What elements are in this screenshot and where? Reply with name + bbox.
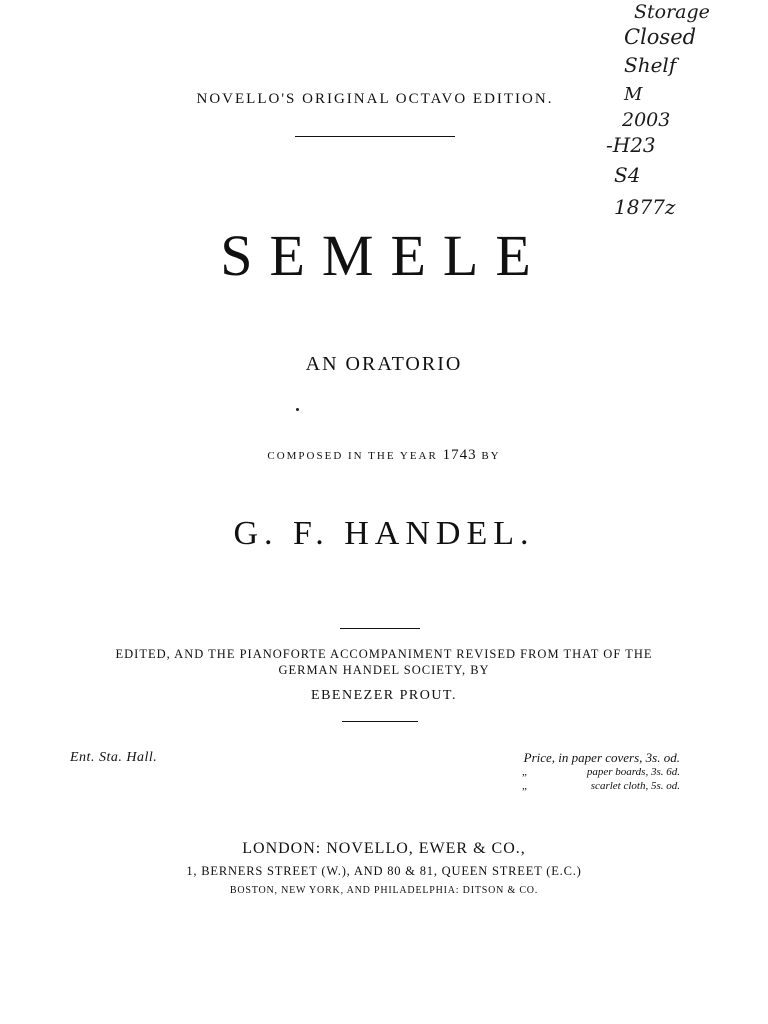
price-list bbox=[470, 750, 680, 793]
edition-line: NOVELLO'S ORIGINAL OCTAVO EDITION. bbox=[196, 91, 554, 107]
work-title: SEMELE bbox=[220, 223, 548, 288]
call-line-2: Closed bbox=[624, 25, 697, 49]
call-line-8: 1877z bbox=[614, 195, 676, 219]
publisher-address: 1, BERNERS STREET (W.), AND 80 & 81, QUEEN STREET (E.C.) bbox=[186, 864, 582, 878]
call-line-6: -H23 bbox=[606, 133, 656, 157]
call-line-5: 2003 bbox=[622, 109, 671, 131]
call-line-4: M bbox=[624, 84, 643, 105]
editor-credit bbox=[0, 646, 768, 678]
stationers-hall-note: Ent. Sta. Hall. bbox=[70, 750, 158, 765]
ditto-mark: „ bbox=[522, 780, 527, 792]
divider-lower bbox=[342, 721, 418, 722]
publisher-agents: BOSTON, NEW YORK, AND PHILADELPHIA: DITSON & CO. bbox=[229, 885, 539, 896]
divider-top bbox=[295, 136, 455, 137]
price-paper-boards: paper boards, 3s. 6d. bbox=[586, 766, 680, 778]
call-line-3: Shelf bbox=[624, 53, 677, 77]
price-row-cloth bbox=[470, 779, 680, 793]
editor-name: EBENEZER PROUT. bbox=[311, 688, 457, 703]
price-row-boards bbox=[470, 765, 680, 779]
call-line-1: Storage bbox=[634, 1, 710, 23]
editor-credit-line-1: EDITED, AND THE PIANOFORTE ACCOMPANIMENT REVISED FROM THAT OF THE bbox=[115, 647, 653, 661]
work-subtitle: AN ORATORIO bbox=[305, 353, 463, 375]
composed-suffix: BY bbox=[481, 450, 501, 462]
call-line-7: S4 bbox=[614, 163, 641, 187]
composition-note bbox=[0, 447, 768, 464]
publisher-name: LONDON: NOVELLO, EWER & CO., bbox=[242, 840, 526, 857]
editor-credit-line-2: GERMAN HANDEL SOCIETY, BY bbox=[278, 663, 490, 677]
price-scarlet-cloth: scarlet cloth, 5s. od. bbox=[590, 780, 680, 792]
ink-speck bbox=[296, 408, 299, 411]
composed-year: 1743 bbox=[442, 447, 477, 463]
price-paper-covers: Price, in paper covers, 3s. od. bbox=[523, 750, 680, 765]
composer-name: G. F. HANDEL. bbox=[233, 515, 535, 552]
divider-middle bbox=[340, 628, 420, 629]
ditto-mark: „ bbox=[522, 766, 527, 778]
handwritten-call-number bbox=[590, 0, 730, 230]
composed-prefix: COMPOSED IN THE YEAR bbox=[267, 450, 438, 462]
